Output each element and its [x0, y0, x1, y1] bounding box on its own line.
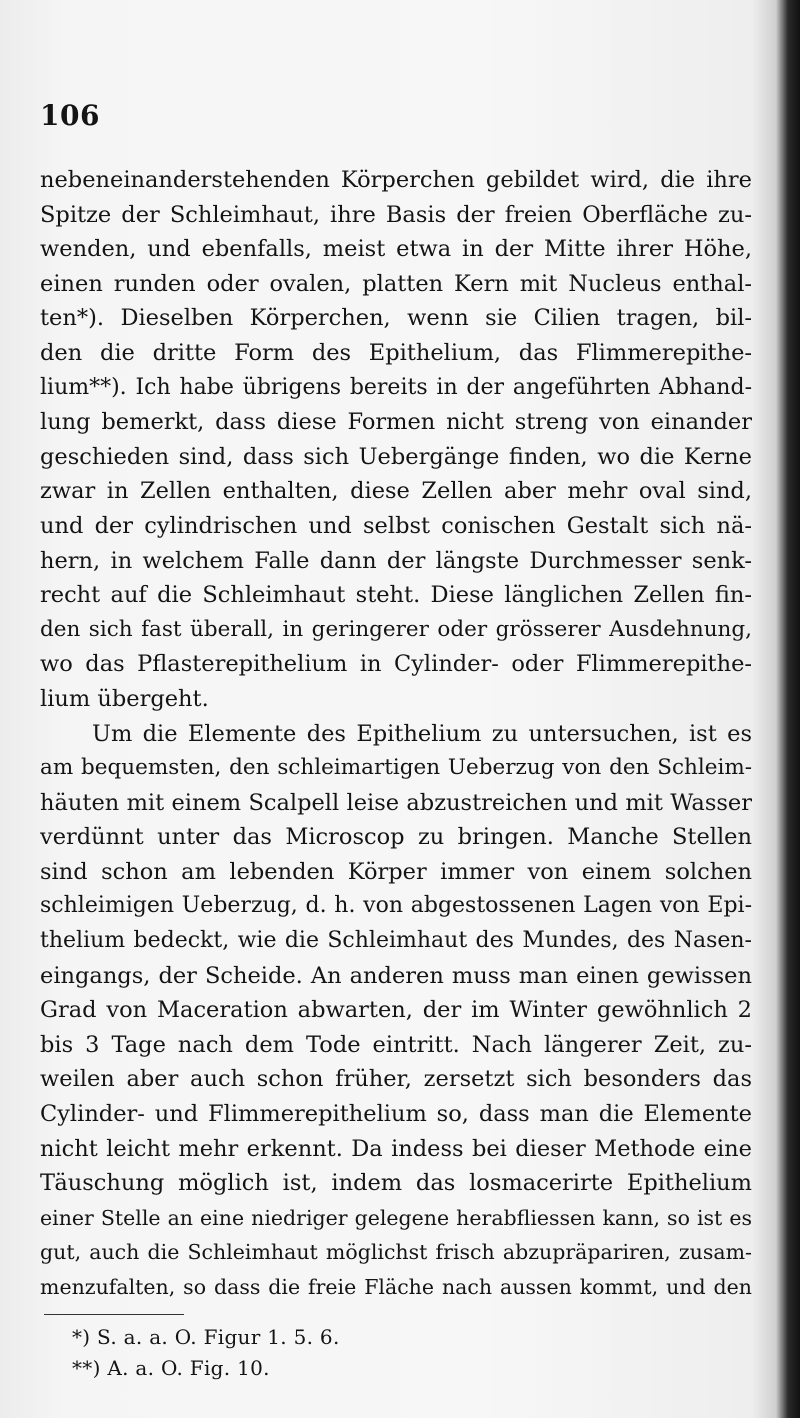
text-line: einen runden oder ovalen, platten Kern mit Nucleus enthal-	[40, 270, 752, 297]
text-line: lium**). Ich habe übrigens bereits in der angeführten Abhand-	[40, 374, 752, 400]
text-line: recht auf die Schleimhaut steht. Diese länglichen Zellen fin-	[40, 582, 752, 609]
text-line: am bequemsten, den schleimartigen Ueberzug von den Schleim-	[40, 755, 752, 781]
text-line: lung bemerkt, dass diese Formen nicht streng von einander	[40, 409, 752, 436]
text-line: bis 3 Tage nach dem Tode eintritt. Nach längerer Zeit, zu-	[40, 1031, 752, 1058]
text-line: nebeneinanderstehenden Körperchen gebildet wird, die ihre	[40, 167, 752, 193]
text-line: verdünnt unter das Microscop zu bringen. Manche Stellen	[40, 824, 752, 851]
text-line: einer Stelle an eine niedriger gelegene herabfliessen kann, so ist es	[40, 1205, 752, 1230]
paragraph-start-line: Um die Elemente des Epithelium zu untersuchen, ist es	[92, 720, 752, 747]
text-line: ten*). Dieselben Körperchen, wenn sie Cilien tragen, bil-	[40, 305, 752, 332]
page-number: 106	[40, 99, 100, 132]
text-line: und der cylindrischen und selbst conischen Gestalt sich nä-	[40, 512, 752, 539]
text-line: nicht leicht mehr erkennt. Da indess bei dieser Methode eine	[40, 1135, 752, 1162]
footnote-divider	[44, 1314, 184, 1315]
body-text	[40, 163, 752, 1305]
footnote: **) A. a. O. Fig. 10.	[72, 1356, 270, 1380]
footnotes	[72, 1322, 572, 1384]
text-line: Täuschung möglich ist, indem das losmacerirte Epithelium	[40, 1170, 752, 1197]
text-line: wo das Pflasterepithelium in Cylinder- oder Flimmerepithe-	[40, 651, 752, 678]
text-line: Spitze der Schleimhaut, ihre Basis der freien Oberfläche zu-	[40, 201, 752, 228]
text-line: zwar in Zellen enthalten, diese Zellen aber mehr oval sind,	[40, 478, 752, 505]
text-line: Cylinder- und Flimmerepithelium so, dass man die Elemente	[40, 1101, 752, 1128]
text-line: den sich fast überall, in geringerer oder grösserer Ausdehnung,	[40, 616, 752, 642]
footnote: *) S. a. a. O. Figur 1. 5. 6.	[72, 1325, 340, 1349]
text-line: schleimigen Ueberzug, d. h. von abgestossenen Lagen von Epi-	[40, 893, 752, 919]
text-line: wenden, und ebenfalls, meist etwa in der Mitte ihrer Höhe,	[40, 236, 752, 263]
text-line: menzufalten, so dass die freie Fläche nach aussen kommt, und den	[40, 1275, 752, 1299]
text-line: geschieden sind, dass sich Uebergänge finden, wo die Kerne	[40, 443, 752, 470]
text-line: sind schon am lebenden Körper immer von einem solchen	[40, 858, 752, 885]
text-line: hern, in welchem Falle dann der längste Durchmesser senk-	[40, 547, 752, 574]
text-line: lium übergeht.	[40, 685, 209, 712]
text-line: gut, auch die Schleimhaut möglichst frisch abzupräpariren, zusam-	[40, 1240, 752, 1265]
text-line: häuten mit einem Scalpell leise abzustreichen und mit Wasser	[40, 789, 752, 816]
text-line: thelium bedeckt, wie die Schleimhaut des Mundes, des Nasen-	[40, 928, 752, 954]
text-line: den die dritte Form des Epithelium, das Flimmerepithe-	[40, 339, 752, 366]
text-line: eingangs, der Scheide. An anderen muss man einen gewissen	[40, 962, 752, 989]
text-line: weilen aber auch schon früher, zersetzt sich besonders das	[40, 1066, 752, 1093]
text-line: Grad von Maceration abwarten, der im Winter gewöhnlich 2	[40, 997, 752, 1024]
